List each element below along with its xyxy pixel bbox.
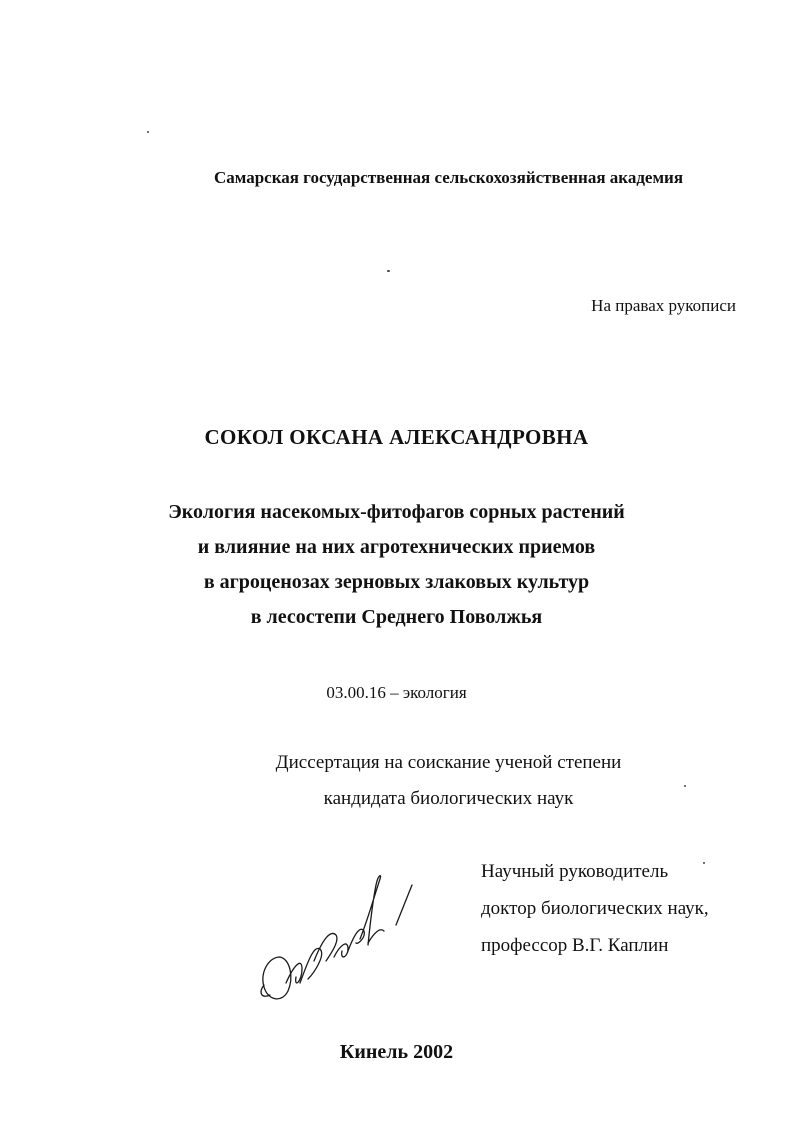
specialty-code: 03.00.16 – экология bbox=[326, 683, 467, 702]
title-line: в агроценозах зерновых злаковых культур bbox=[203, 571, 590, 593]
author-name: СОКОЛ ОКСАНА АЛЕКСАНДРОВНА bbox=[204, 425, 589, 449]
title-line: в лесостепи Среднего Поволжья bbox=[250, 606, 543, 628]
scan-speck bbox=[147, 131, 149, 133]
institution-name: Самарская государственная сельскохозяйственная академия bbox=[213, 168, 684, 187]
degree-statement bbox=[0, 745, 793, 817]
supervisor-line: Научный руководитель bbox=[481, 861, 669, 882]
degree-line: Диссертация на соискание ученой степени bbox=[275, 752, 622, 773]
supervisor-line: профессор В.Г. Каплин bbox=[481, 935, 669, 956]
supervisor-line: доктор биологических наук, bbox=[481, 898, 709, 919]
scan-speck bbox=[387, 270, 390, 272]
title-line: и влияние на них агротехнических приемов bbox=[197, 536, 596, 558]
rights-note: На правах рукописи bbox=[591, 296, 736, 315]
supervisor-block bbox=[481, 853, 709, 964]
degree-line: кандидата биологических наук bbox=[323, 788, 574, 809]
handwritten-signature bbox=[250, 865, 425, 1015]
dissertation-title bbox=[0, 495, 793, 635]
title-line: Экология насекомых-фитофагов сорных растений bbox=[168, 501, 625, 523]
place-and-year: Кинель 2002 bbox=[339, 1041, 454, 1063]
